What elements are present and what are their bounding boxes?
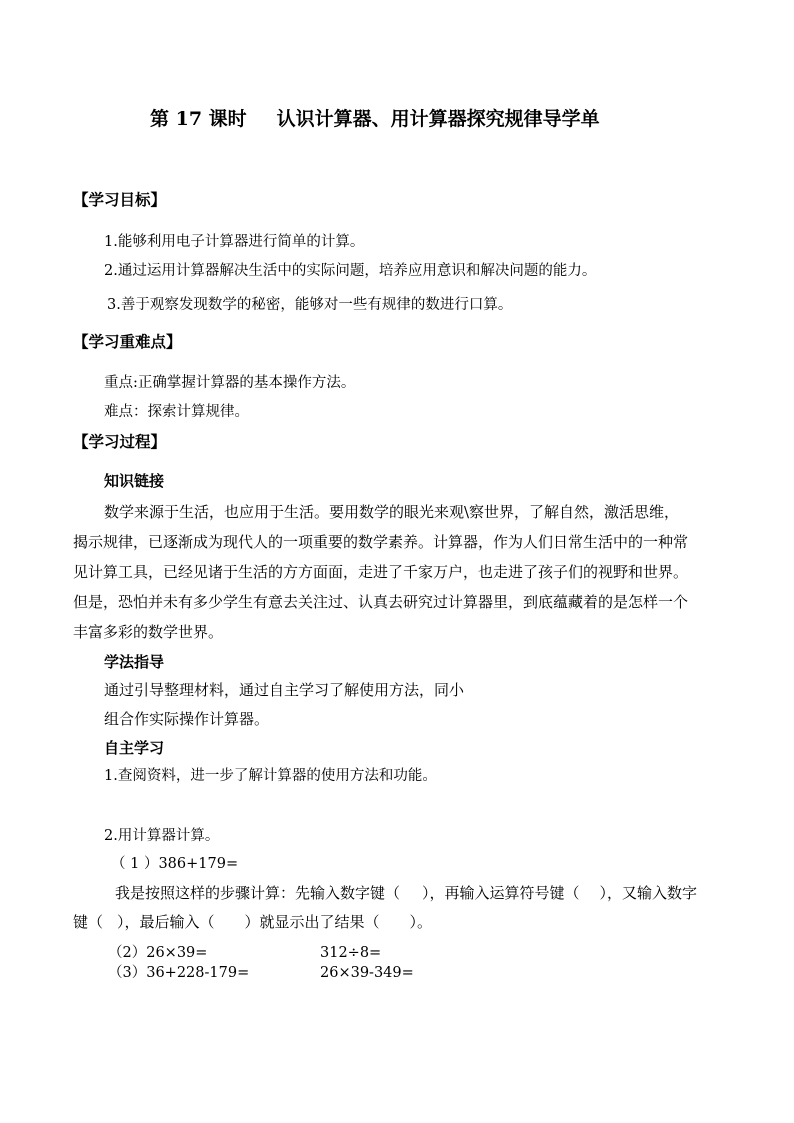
process-heading: 【学习过程】	[73, 432, 167, 451]
key-point-difficulty: 难点：探索计算规律。	[104, 404, 249, 420]
method-guide-line: 组合作实际操作计算器。	[104, 710, 270, 728]
method-guide-title: 学法指导	[104, 653, 165, 671]
question-3b: 26×39-349=	[320, 965, 414, 981]
method-guide-line: 通过引导整理材料，通过自主学习了解使用方法，同小	[104, 681, 465, 699]
knowledge-paragraph-line: 见计算工具，已经见诸于生活的方方面面，走进了千家万户，也走进了孩子们的视野和世界。	[73, 563, 689, 581]
question-3a: （3）36+228-179=	[108, 965, 250, 981]
page-title	[150, 107, 600, 131]
lesson-number: 第 17 课时	[150, 108, 247, 130]
lesson-name: 认识计算器、用计算器探究规律导学单	[276, 108, 600, 130]
knowledge-paragraph-line: 数学来源于生活，也应用于生活。要用数学的眼光来观\察世界，了解自然，激活思维，	[104, 503, 680, 521]
objectives-heading: 【学习目标】	[73, 190, 167, 209]
self-study-item-1: 1.查阅资料，进一步了解计算器的使用方法和功能。	[104, 768, 437, 784]
objective-item: 2.通过运用计算器解决生活中的实际问题，培养应用意识和解决问题的能力。	[104, 263, 597, 279]
steps-line-2	[73, 913, 432, 931]
key-points-heading: 【学习重难点】	[73, 332, 182, 351]
knowledge-paragraph-line: 丰富多彩的数学世界。	[73, 623, 224, 641]
question-2a: （2）26×39=	[108, 945, 208, 961]
self-study-item-2: 2.用计算器计算。	[104, 828, 220, 844]
question-2b: 312÷8=	[320, 945, 382, 961]
steps-text: ），再输入运算符号键（	[422, 884, 580, 902]
objective-item: 3.善于观察发现数学的秘密，能够对一些有规律的数进行口算。	[107, 297, 513, 313]
steps-text: 键（	[73, 913, 104, 931]
steps-line-1	[115, 884, 697, 902]
self-study-title: 自主学习	[104, 739, 165, 757]
steps-text: ）就显示出了结果（	[244, 913, 380, 931]
steps-text: ），最后输入（	[117, 913, 215, 931]
steps-text: ），又输入数字	[599, 884, 698, 902]
knowledge-paragraph-line: 但是，恐怕并未有多少学生有意去关注过、认真去研究过计算器里，到底蕴藏着的是怎样一个	[73, 593, 689, 611]
steps-text: 我是按照这样的步骤计算：先输入数字键（	[115, 884, 401, 902]
knowledge-link-title: 知识链接	[104, 472, 165, 490]
objective-item: 1.能够利用电子计算器进行简单的计算。	[104, 234, 365, 250]
knowledge-paragraph-line: 揭示规律，已逐渐成为现代人的一项重要的数学素养。计算器，作为人们日常生活中的一种常	[73, 533, 689, 551]
question-1: （ 1 ）386+179=	[111, 856, 239, 872]
key-point-focus: 重点:正确掌握计算器的基本操作方法。	[104, 375, 356, 391]
steps-text: ）。	[409, 913, 433, 931]
